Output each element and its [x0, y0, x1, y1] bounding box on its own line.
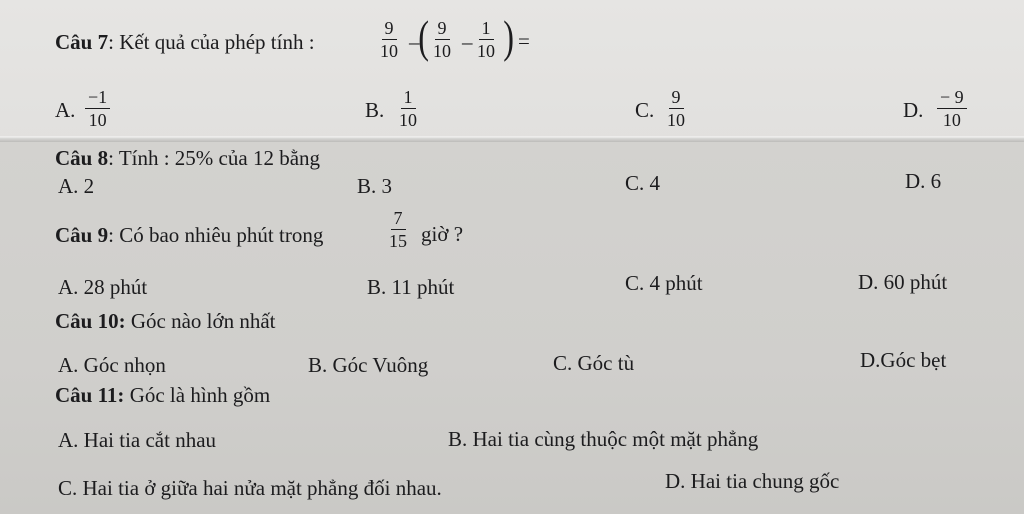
q7-option-b-fraction — [396, 87, 420, 130]
q7-f2-denominator: 10 — [433, 41, 451, 61]
q7-f1-denominator: 10 — [380, 41, 398, 61]
q11-label: Câu 11: — [55, 383, 125, 407]
q7-fraction-3 — [474, 18, 498, 61]
q7-option-a-letter: A. — [55, 98, 76, 122]
q8-text: : Tính : 25% của 12 bằng — [108, 146, 321, 170]
q7-label: Câu 7 — [55, 30, 109, 54]
q7-option-d-letter: D. — [903, 98, 924, 122]
paper-fold — [0, 136, 1024, 142]
q7-f3-denominator: 10 — [477, 41, 495, 61]
q10-option-a: A. Góc nhọn — [58, 353, 166, 377]
q10-text: Góc nào lớn nhất — [125, 309, 276, 333]
q9-option-a: A. 28 phút — [58, 275, 148, 299]
q9-fraction — [386, 208, 410, 251]
q7-option-c-denominator: 10 — [667, 110, 685, 130]
q7-f3-numerator: 1 — [479, 18, 494, 40]
q10-option-c: C. Góc tù — [553, 351, 635, 375]
q9-text-before: : Có bao nhiêu phút trong — [108, 223, 324, 247]
q9-question — [55, 223, 323, 247]
q7-fraction-2 — [430, 18, 454, 61]
q7-option-c-fraction — [664, 87, 688, 130]
q7-f2-numerator: 9 — [435, 18, 450, 40]
q7-fraction-1 — [377, 18, 401, 61]
q9-option-d: D. 60 phút — [858, 270, 948, 294]
q7-option-d-denominator: 10 — [942, 110, 961, 130]
q7-option-a-numerator: −1 — [85, 87, 110, 109]
q7-option-d-fraction — [937, 87, 967, 130]
q8-option-b: B. 3 — [357, 174, 393, 198]
q7-equals: = — [518, 29, 530, 53]
q7-text: : Kết quả của phép tính : — [108, 30, 315, 54]
q8-option-c: C. 4 — [625, 171, 661, 195]
q11-option-d: D. Hai tia chung gốc — [665, 469, 840, 493]
q7-option-d-numerator: − 9 — [937, 87, 967, 109]
q7-minus-1: – — [409, 30, 420, 54]
q10-option-d: D.Góc bẹt — [860, 348, 947, 372]
q9-denominator: 15 — [389, 231, 407, 251]
q7-option-a-fraction — [85, 87, 110, 130]
q9-label: Câu 9 — [55, 223, 109, 247]
q7-question — [55, 30, 315, 54]
q7-option-c-numerator: 9 — [669, 87, 684, 109]
q10-question — [55, 309, 276, 333]
q11-option-a: A. Hai tia cắt nhau — [58, 428, 217, 452]
q10-label: Câu 10: — [55, 309, 126, 333]
q7-close-paren: ) — [503, 11, 515, 62]
q7-option-c-letter: C. — [635, 98, 655, 122]
q7-minus-2: – — [462, 30, 473, 54]
q11-option-c: C. Hai tia ở giữa hai nửa mặt phẳng đối nhau. — [58, 476, 442, 500]
q7-f1-numerator: 9 — [382, 18, 397, 40]
q8-option-a: A. 2 — [58, 174, 95, 198]
q9-option-b: B. 11 phút — [367, 275, 455, 299]
q9-numerator: 7 — [391, 208, 406, 230]
q9-option-c: C. 4 phút — [625, 271, 703, 295]
q7-option-b-letter: B. — [365, 98, 385, 122]
q10-option-b: B. Góc Vuông — [308, 353, 429, 377]
q8-question — [55, 146, 320, 170]
q7-option-a-denominator: 10 — [88, 110, 107, 130]
q8-option-d: D. 6 — [905, 169, 942, 193]
q11-option-b: B. Hai tia cùng thuộc một mặt phẳng — [448, 427, 759, 451]
q11-question — [55, 383, 270, 407]
q11-text: Góc là hình gồm — [124, 383, 271, 407]
q8-label: Câu 8 — [55, 146, 109, 170]
q7-option-b-numerator: 1 — [401, 87, 416, 109]
q7-option-b-denominator: 10 — [399, 110, 417, 130]
q7-open-paren: ( — [418, 11, 430, 62]
q9-text-after: giờ ? — [421, 222, 464, 246]
